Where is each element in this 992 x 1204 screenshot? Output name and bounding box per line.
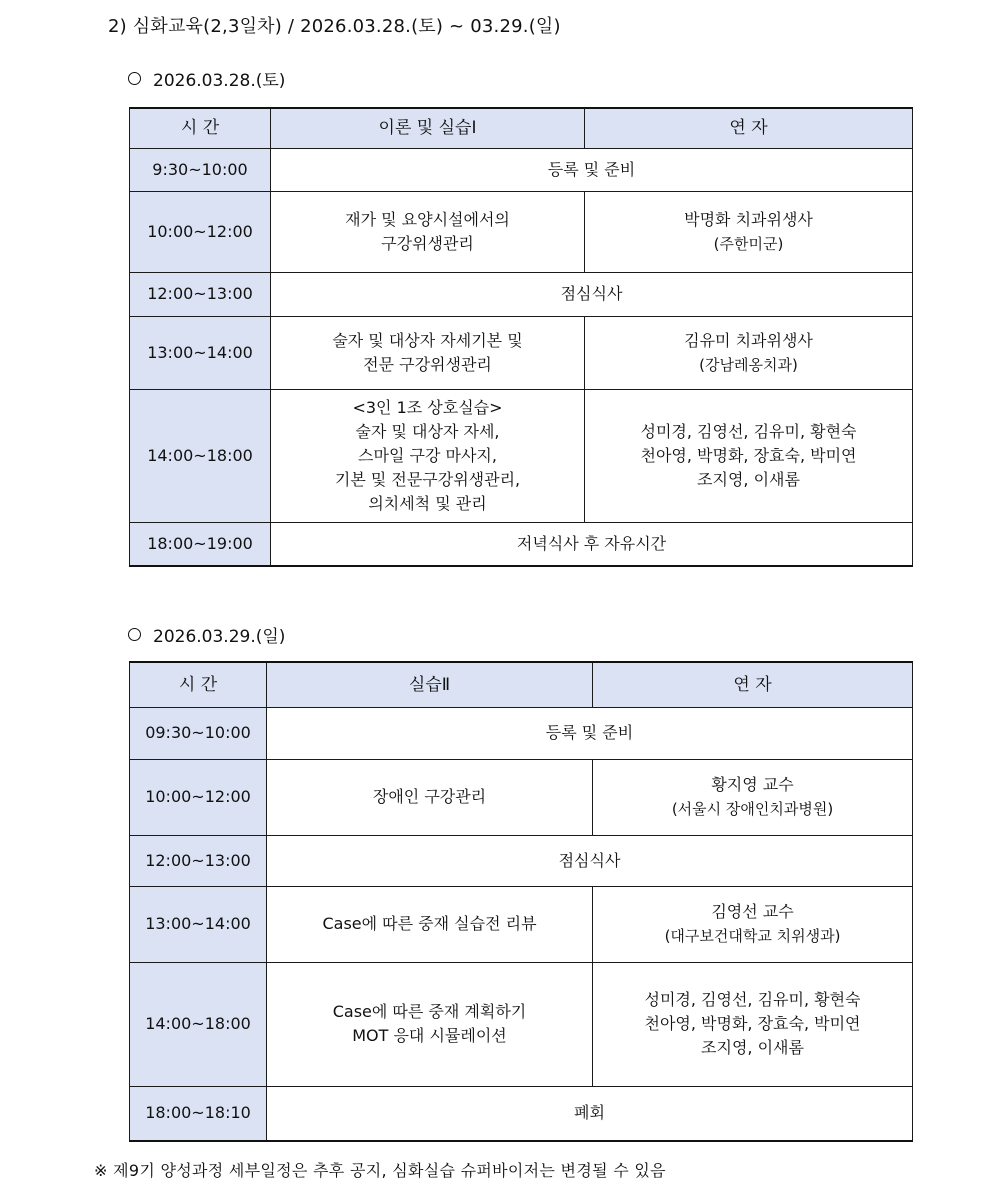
content-cell bbox=[271, 316, 585, 389]
day-2-date: 2026.03.29.(일) bbox=[153, 627, 286, 647]
table-row bbox=[130, 759, 913, 835]
time-cell: 12:00~13:00 bbox=[130, 272, 271, 316]
speaker-affiliation: (강남레옹치과) bbox=[699, 355, 798, 374]
time-cell: 14:00~18:00 bbox=[130, 962, 267, 1086]
speaker-line: 성미경, 김영선, 김유미, 황현숙 bbox=[640, 421, 857, 441]
table-row bbox=[130, 389, 913, 522]
speaker-cell bbox=[593, 962, 913, 1086]
merged-cell: 점심식사 bbox=[267, 835, 913, 886]
day-2-title bbox=[128, 622, 285, 647]
speaker-line: 조지영, 이새롬 bbox=[701, 1038, 804, 1057]
header-speaker: 연 자 bbox=[593, 662, 913, 707]
speaker-affiliation: (서울시 장애인치과병원) bbox=[671, 800, 834, 818]
content-cell bbox=[267, 759, 593, 835]
content-line: 구강위생관리 bbox=[381, 233, 474, 253]
content-line: 재가 및 요양시설에서의 bbox=[345, 209, 510, 229]
content-line: 술자 및 대상자 자세기본 및 bbox=[332, 330, 523, 350]
merged-cell: 등록 및 준비 bbox=[267, 707, 913, 759]
table-row bbox=[130, 522, 913, 566]
merged-cell: 점심식사 bbox=[271, 272, 913, 316]
table-row bbox=[130, 191, 913, 272]
time-cell: 18:00~18:10 bbox=[130, 1086, 267, 1141]
merged-cell: 저녁식사 후 자유시간 bbox=[271, 522, 913, 566]
table-row bbox=[130, 148, 913, 191]
time-cell: 18:00~19:00 bbox=[130, 522, 271, 566]
content-line: 스마일 구강 마사지, bbox=[358, 445, 497, 465]
table-row bbox=[130, 886, 913, 962]
content-line: 전문 구강위생관리 bbox=[363, 354, 492, 374]
table-row bbox=[130, 316, 913, 389]
content-cell bbox=[271, 191, 585, 272]
merged-cell: 등록 및 준비 bbox=[271, 148, 913, 191]
speaker-affiliation: (주한미군) bbox=[713, 234, 784, 253]
table-row bbox=[130, 835, 913, 886]
speaker-name: 박명화 치과위생사 bbox=[684, 209, 813, 229]
time-cell: 13:00~14:00 bbox=[130, 316, 271, 389]
time-cell: 10:00~12:00 bbox=[130, 191, 271, 272]
table-row bbox=[130, 707, 913, 759]
content-cell bbox=[271, 389, 585, 522]
table-header-row bbox=[130, 108, 913, 148]
time-cell: 9:30~10:00 bbox=[130, 148, 271, 191]
speaker-cell bbox=[585, 191, 913, 272]
speaker-line: 조지영, 이새롬 bbox=[697, 469, 800, 489]
speaker-cell bbox=[593, 759, 913, 835]
day-1-title bbox=[128, 66, 285, 91]
content-line: Case에 따른 중재 계획하기 bbox=[332, 1002, 527, 1021]
table-row bbox=[130, 1086, 913, 1141]
header-speaker: 연 자 bbox=[585, 108, 913, 148]
footnote: ※ 제9기 양성과정 세부일정은 추후 공지, 심화실습 슈퍼바이저는 변경될 수 있음 bbox=[94, 1161, 666, 1180]
speaker-cell bbox=[585, 389, 913, 522]
speaker-line: 성미경, 김영선, 김유미, 황현숙 bbox=[644, 990, 861, 1009]
time-cell: 12:00~13:00 bbox=[130, 835, 267, 886]
speaker-name: 김유미 치과위생사 bbox=[684, 330, 813, 350]
time-cell: 13:00~14:00 bbox=[130, 886, 267, 962]
content-line: <3인 1조 상호실습> bbox=[352, 397, 503, 417]
speaker-name: 김영선 교수 bbox=[711, 902, 794, 921]
speaker-cell bbox=[593, 886, 913, 962]
content-line: 기본 및 전문구강위생관리, bbox=[334, 469, 521, 489]
content-line: 장애인 구강관리 bbox=[372, 787, 487, 806]
time-cell: 14:00~18:00 bbox=[130, 389, 271, 522]
content-line: 술자 및 대상자 자세, bbox=[355, 421, 500, 441]
circle-bullet-icon bbox=[128, 72, 141, 85]
speaker-affiliation: (대구보건대학교 치위생과) bbox=[664, 927, 841, 945]
table-row bbox=[130, 272, 913, 316]
circle-bullet-icon bbox=[128, 628, 141, 641]
speaker-name: 황지영 교수 bbox=[711, 775, 794, 794]
day-1-date: 2026.03.28.(토) bbox=[153, 71, 286, 91]
time-cell: 10:00~12:00 bbox=[130, 759, 267, 835]
content-line: MOT 응대 시뮬레이션 bbox=[352, 1026, 507, 1045]
header-content: 실습Ⅱ bbox=[267, 662, 593, 707]
section-title: 2) 심화교육(2,3일차) / 2026.03.28.(토) ~ 03.29.(일) bbox=[108, 16, 561, 37]
schedule-table-day-1 bbox=[129, 107, 913, 567]
header-time: 시 간 bbox=[130, 108, 271, 148]
content-cell bbox=[267, 886, 593, 962]
content-cell bbox=[267, 962, 593, 1086]
time-cell: 09:30~10:00 bbox=[130, 707, 267, 759]
header-time: 시 간 bbox=[130, 662, 267, 707]
schedule-table-day-2 bbox=[129, 661, 913, 1142]
speaker-line: 천아영, 박명화, 장효숙, 박미연 bbox=[644, 1014, 861, 1033]
content-line: Case에 따른 중재 실습전 리뷰 bbox=[322, 914, 537, 933]
content-line: 의치세척 및 관리 bbox=[368, 493, 487, 513]
header-content: 이론 및 실습Ⅰ bbox=[271, 108, 585, 148]
speaker-line: 천아영, 박명화, 장효숙, 박미연 bbox=[640, 445, 857, 465]
speaker-cell bbox=[585, 316, 913, 389]
table-header-row bbox=[130, 662, 913, 707]
table-row bbox=[130, 962, 913, 1086]
merged-cell: 폐회 bbox=[267, 1086, 913, 1141]
